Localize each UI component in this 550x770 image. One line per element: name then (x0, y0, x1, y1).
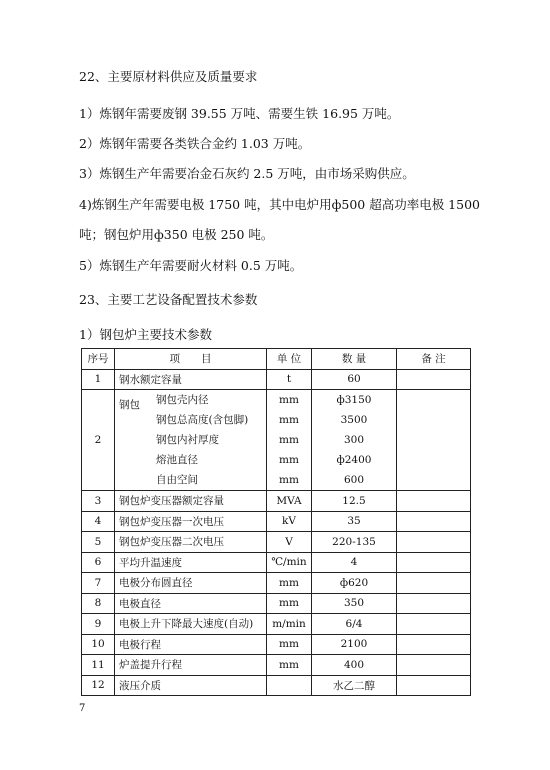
row-item-group (115, 390, 267, 491)
ladle-unit: mm (279, 434, 299, 446)
row-value: 35 (312, 511, 397, 532)
row-item: 液压介质 (115, 675, 267, 696)
section-23-subtitle: 1）钢包炉主要技术参数 (79, 327, 212, 342)
row-unit: mm (267, 655, 312, 676)
table-row (82, 369, 471, 390)
row-note (397, 369, 471, 390)
table-row (82, 491, 471, 512)
row-note (397, 573, 471, 594)
table-row (82, 552, 471, 573)
ladle-item: 钢包内衬厚度 (156, 434, 219, 446)
table-row (82, 634, 471, 655)
ladle-furnace-spec-table (81, 348, 471, 696)
row-value: 60 (312, 369, 397, 390)
row-unit: mm (267, 573, 312, 594)
row-unit: m/min (267, 614, 312, 635)
table-row (82, 511, 471, 532)
row-unit: mm (267, 593, 312, 614)
row-item: 钢包炉变压器额定容量 (115, 491, 267, 512)
row-item: 平均升温速度 (115, 552, 267, 573)
ladle-item: 钢包壳内径 (156, 394, 209, 406)
row-unit: kV (267, 511, 312, 532)
row-unit: mm (267, 634, 312, 655)
ladle-unit: mm (279, 454, 299, 466)
row-value: 2100 (312, 634, 397, 655)
row-no: 3 (82, 491, 115, 512)
header-value: 数 量 (312, 349, 397, 370)
section-22-title: 22、主要原材料供应及质量要求 (79, 69, 258, 84)
page-number: 7 (79, 703, 86, 714)
ladle-unit: mm (279, 414, 299, 426)
ladle-value: 600 (343, 474, 365, 486)
row-note (397, 390, 471, 491)
paragraph-4-line-1: 4)炼钢生产年需要电极 1750 吨，其中电炉用ф500 超高功率电极 1500 (79, 197, 480, 212)
ladle-sub-items (156, 390, 249, 486)
row-no: 11 (82, 655, 115, 676)
header-note: 备 注 (397, 349, 471, 370)
row-item: 电极上升下降最大速度(自动) (115, 614, 267, 635)
table-row (82, 532, 471, 553)
row-item: 钢水额定容量 (115, 369, 267, 390)
row-item: 炉盖提升行程 (115, 655, 267, 676)
row-no: 2 (82, 390, 115, 491)
row-no: 1 (82, 369, 115, 390)
row-note (397, 593, 471, 614)
row-item: 钢包炉变压器二次电压 (115, 532, 267, 553)
row-note (397, 552, 471, 573)
row-no: 9 (82, 614, 115, 635)
ladle-item: 钢包总高度(含包脚) (156, 414, 249, 426)
ladle-item: 熔池直径 (156, 454, 198, 466)
row-value: 水乙二醇 (312, 675, 397, 696)
ladle-unit: mm (279, 474, 299, 486)
ladle-unit: mm (279, 394, 299, 406)
table-row (82, 675, 471, 696)
section-23-title: 23、主要工艺设备配置技术参数 (79, 292, 258, 307)
table-row (82, 593, 471, 614)
row-unit: MVA (267, 491, 312, 512)
paragraph-3: 3）炼钢生产年需要冶金石灰约 2.5 万吨，由市场采购供应。 (79, 166, 415, 181)
row-no: 7 (82, 573, 115, 594)
table-row (82, 573, 471, 594)
row-item: 电极分布圆直径 (115, 573, 267, 594)
row-unit: t (267, 369, 312, 390)
row-no: 5 (82, 532, 115, 553)
row-value: 6/4 (312, 614, 397, 635)
row-item: 电极行程 (115, 634, 267, 655)
row-unit: V (267, 532, 312, 553)
header-no: 序号 (82, 349, 115, 370)
row-item: 电极直径 (115, 593, 267, 614)
row-note (397, 675, 471, 696)
ladle-prefix: 钢包 (119, 399, 140, 411)
row-no: 6 (82, 552, 115, 573)
row-value: 350 (312, 593, 397, 614)
paragraph-2: 2）炼钢年需要各类铁合金约 1.03 万吨。 (79, 136, 311, 151)
row-no: 4 (82, 511, 115, 532)
row-no: 10 (82, 634, 115, 655)
ladle-value: ф2400 (336, 454, 372, 466)
row-value: 4 (312, 552, 397, 573)
paragraph-1: 1）炼钢年需要废钢 39.55 万吨、需要生铁 16.95 万吨。 (79, 106, 400, 121)
paragraph-4-line-2: 吨；钢包炉用ф350 电极 250 吨。 (79, 227, 274, 242)
row-value: 12.5 (312, 491, 397, 512)
table-row-ladle-group (82, 390, 471, 491)
row-no: 12 (82, 675, 115, 696)
ladle-value: 3500 (340, 414, 368, 426)
table-row (82, 655, 471, 676)
header-unit: 单 位 (267, 349, 312, 370)
row-unit: ℃/min (267, 552, 312, 573)
table-row (82, 614, 471, 635)
row-value-group (312, 390, 397, 491)
paragraph-5: 5）炼钢生产年需要耐火材料 0.5 万吨。 (79, 258, 303, 273)
row-value: 400 (312, 655, 397, 676)
row-value: 220-135 (312, 532, 397, 553)
row-note (397, 614, 471, 635)
row-item: 钢包炉变压器一次电压 (115, 511, 267, 532)
row-value: ф620 (312, 573, 397, 594)
row-note (397, 491, 471, 512)
header-item: 项 目 (115, 349, 267, 370)
row-note (397, 532, 471, 553)
row-note (397, 511, 471, 532)
row-unit-group (267, 390, 312, 491)
ladle-value: ф3150 (336, 394, 372, 406)
row-unit (267, 675, 312, 696)
ladle-value: 300 (343, 434, 365, 446)
ladle-item: 自由空间 (156, 474, 198, 486)
row-note (397, 655, 471, 676)
row-note (397, 634, 471, 655)
row-no: 8 (82, 593, 115, 614)
table-header-row (82, 349, 471, 370)
